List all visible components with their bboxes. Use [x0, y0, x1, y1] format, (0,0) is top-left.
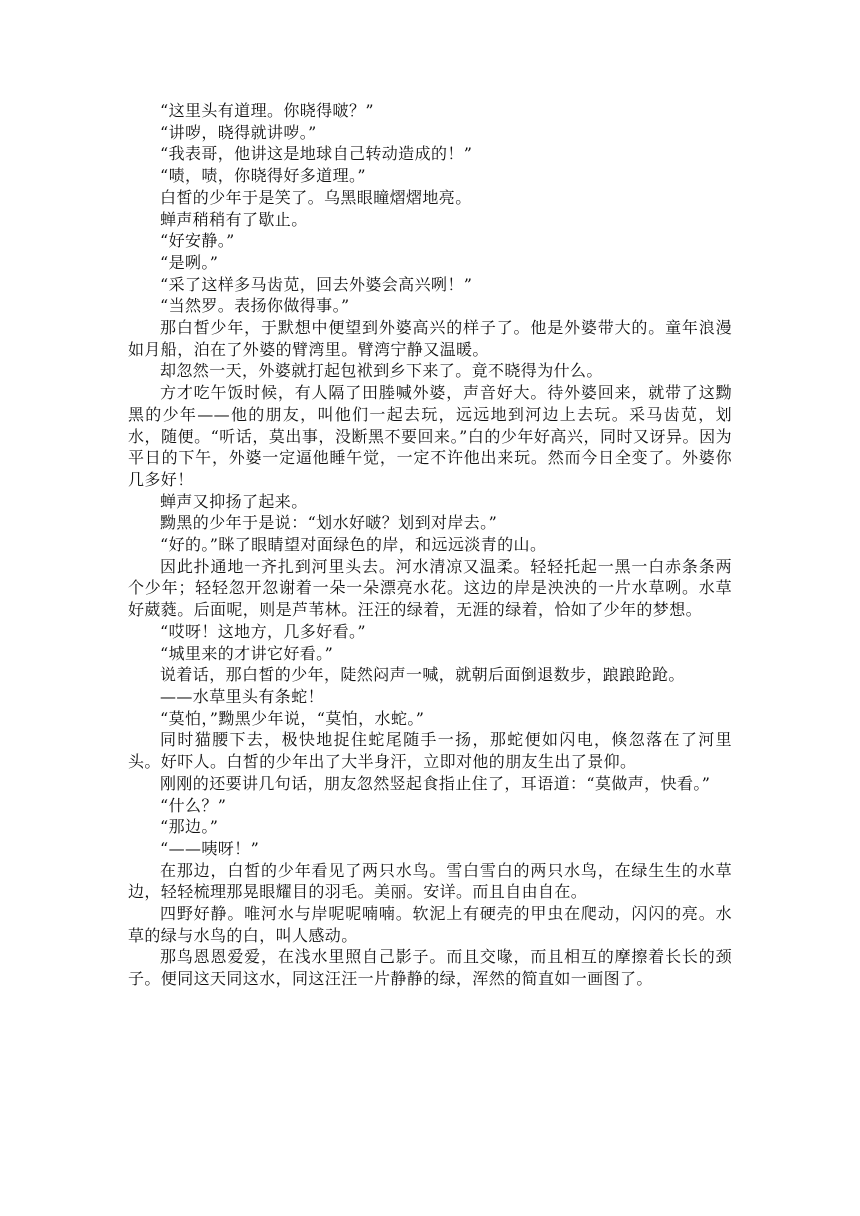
paragraph: “讲哕，晓得就讲哕。”	[160, 122, 317, 142]
paragraph: “我表哥，他讲这是地球自己转动造成的！”	[160, 144, 473, 164]
paragraph: “那边。”	[160, 817, 219, 837]
document-body	[128, 100, 732, 990]
paragraph: “啧，啧，你晓得好多道理。”	[160, 166, 366, 186]
paragraph: “——咦呀！”	[160, 838, 260, 858]
paragraph: 刚刚的还要讲几句话，朋友忽然竖起食指止住了，耳语道：“莫做声，快看。”	[160, 773, 711, 793]
paragraph: “什么？”	[160, 795, 227, 815]
paragraph: 那白皙少年，于默想中便望到外婆高兴的样子了。他是外婆带大的。童年浪漫如月船，泊在了外婆的臂湾里。臂湾宁静又温暖。	[128, 318, 732, 359]
paragraph: 却忽然一天，外婆就打起包袱到乡下来了。竟不晓得为什么。	[160, 361, 603, 381]
paragraph: 同时猫腰下去，极快地捉住蛇尾随手一扬，那蛇便如闪电，倏忽落在了河里头。好吓人。白皙的少年出了大半身汗，立即对他的朋友生出了景仰。	[128, 730, 732, 772]
paragraph: “好安静。”	[160, 231, 235, 251]
paragraph: “是咧。”	[160, 252, 219, 272]
paragraph: 在那边，白皙的少年看见了两只水鸟。雪白雪白的两只水鸟，在绿生生的水草边，轻轻梳理那晃眼耀目的羽毛。美丽。安详。而且自由自在。	[128, 860, 732, 902]
paragraph: 那鸟恩恩爱爱，在浅水里照自己影子。而且交喙，而且相互的摩擦着长长的颈子。便同这天同这水，同这汪汪一片静静的绿，浑然的简直如一画图了。	[128, 947, 732, 989]
paragraph: 方才吃午饭时候，有人隔了田塍喊外婆，声音好大。待外婆回来，就带了这黝黑的少年——他的朋友，叫他们一起去玩，远远地到河边上去玩。采马齿苋，划水，随便。“听话，莫出事，没断黑不要回来。”白的少年好高兴，同时又讶异。因为平日的下午，外婆一定逼他睡午觉，一定不许他出来玩。然而今日全变了。外婆你几多好！	[128, 383, 732, 489]
paragraph: “城里来的才讲它好看。”	[160, 643, 334, 663]
paragraph: 蝉声稍稍有了歇止。	[160, 209, 308, 229]
paragraph: “采了这样多马齿苋，回去外婆会高兴咧！”	[160, 274, 473, 294]
paragraph: 白皙的少年于是笑了。乌黑眼瞳熠熠地亮。	[160, 187, 472, 207]
paragraph: 四野好静。唯河水与岸呢呢喃喃。软泥上有硬壳的甲虫在爬动，闪闪的亮。水草的绿与水鸟的白，叫人感动。	[128, 904, 732, 945]
paragraph: “好的。”眯了眼睛望对面绿色的岸，和远远淡青的山。	[160, 535, 547, 555]
paragraph: “莫怕，”黝黑少年说，“莫怕，水蛇。”	[160, 708, 425, 728]
paragraph: 蝉声又抑扬了起来。	[160, 491, 308, 511]
paragraph: “哎呀！这地方，几多好看。”	[160, 621, 366, 641]
paragraph: “这里头有道理。你晓得啵？”	[160, 101, 374, 120]
paragraph: “当然罗。表扬你做得事。”	[160, 296, 350, 316]
paragraph: 黝黑的少年于是说：“划水好啵？划到对岸去。”	[160, 513, 498, 533]
paragraph: ——水草里头有条蛇！	[160, 686, 325, 706]
paragraph: 因此扑通地一齐扎到河里头去。河水清凉又温柔。轻轻托起一黑一白赤条条两个少年；轻轻忽开忽谢着一朵一朵漂亮水花。这边的岸是泱泱的一片水草咧。水草好葳蕤。后面呢，则是芦苇林。汪汪的绿着，无涯的绿着，恰如了少年的梦想。	[128, 556, 732, 620]
paragraph: 说着话，那白皙的少年，陡然闷声一喊，就朝后面倒退数步，踉踉跄跄。	[160, 665, 685, 685]
